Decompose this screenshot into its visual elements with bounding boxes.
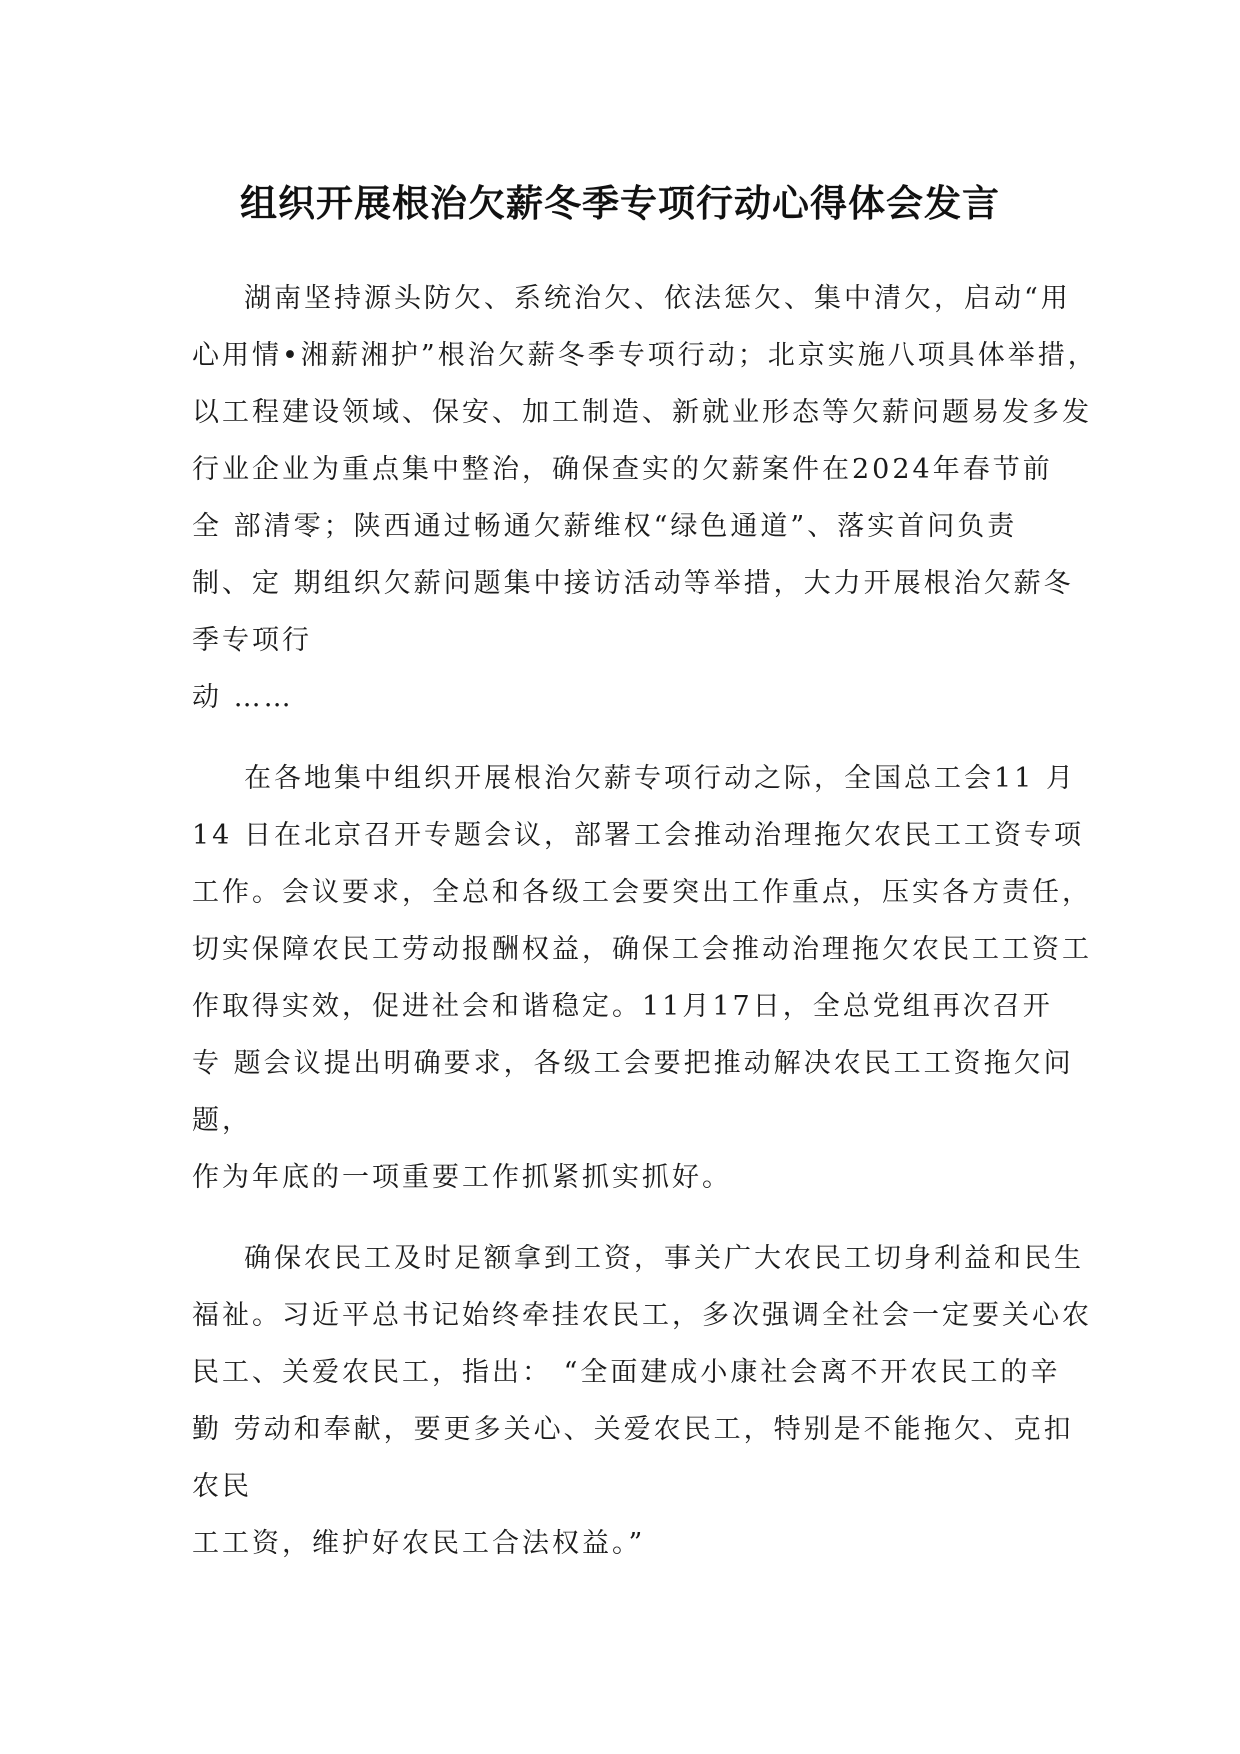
text-line: 行业企业为重点集中整治，确保查实的欠薪案件在2024年春节前 (192, 454, 1053, 485)
paragraph-1 (192, 270, 1098, 726)
text-line: 工工资，维护好农民工合法权益。” (192, 1528, 646, 1559)
paragraph-2 (192, 750, 1092, 1206)
text-line: 农民 (192, 1471, 252, 1502)
text-line: 勤 劳动和奉献，要更多关心、关爱农民工，特别是不能拖欠、克扣 (192, 1414, 1074, 1445)
text-line: 确保农民工及时足额拿到工资，事关广大农民工切身利益和民生 (244, 1243, 1084, 1274)
text-line: 工作。会议要求，全总和各级工会要突出工作重点，压实各方责任， (192, 877, 1092, 908)
text-line: 切实保障农民工劳动报酬权益，确保工会推动治理拖欠农民工工资工 (192, 934, 1092, 965)
text-line: 心用情•湘薪湘护”根治欠薪冬季专项行动；北京实施八项具体举措， (192, 340, 1098, 371)
text-line: 题， (192, 1105, 252, 1136)
text-line: 以工程建设领域、保安、加工制造、新就业形态等欠薪问题易发多发 (192, 397, 1092, 428)
document-title: 组织开展根治欠薪冬季专项行动心得体会发言 (240, 182, 1000, 225)
paragraph-3 (192, 1230, 1092, 1572)
text-line: 作取得实效，促进社会和谐稳定。11月17日，全总党组再次召开 (192, 991, 1053, 1022)
text-line: 作为年底的一项重要工作抓紧抓实抓好。 (192, 1162, 732, 1193)
text-line: 民工、关爱农民工，指出： “全面建成小康社会离不开农民工的辛 (192, 1357, 1061, 1388)
text-line: 季专项行 (192, 625, 312, 656)
text-line: 14 日在北京召开专题会议，部署工会推动治理拖欠农民工工资专项 (192, 820, 1084, 851)
text-line: 专 题会议提出明确要求，各级工会要把推动解决农民工工资拖欠问 (192, 1048, 1074, 1079)
text-line: 制、定 期组织欠薪问题集中接访活动等举措，大力开展根治欠薪冬 (192, 568, 1074, 599)
text-line: 湖南坚持源头防欠、系统治欠、依法惩欠、集中清欠，启动“用 (244, 283, 1071, 314)
text-line: 动 …… (192, 682, 294, 713)
text-line: 福祉。习近平总书记始终牵挂农民工，多次强调全社会一定要关心农 (192, 1300, 1092, 1331)
text-line: 全 部清零；陕西通过畅通欠薪维权“绿色通道”、落实首问负责 (192, 511, 1018, 542)
text-line: 在各地集中组织开展根治欠薪专项行动之际，全国总工会11 月 (244, 763, 1076, 794)
